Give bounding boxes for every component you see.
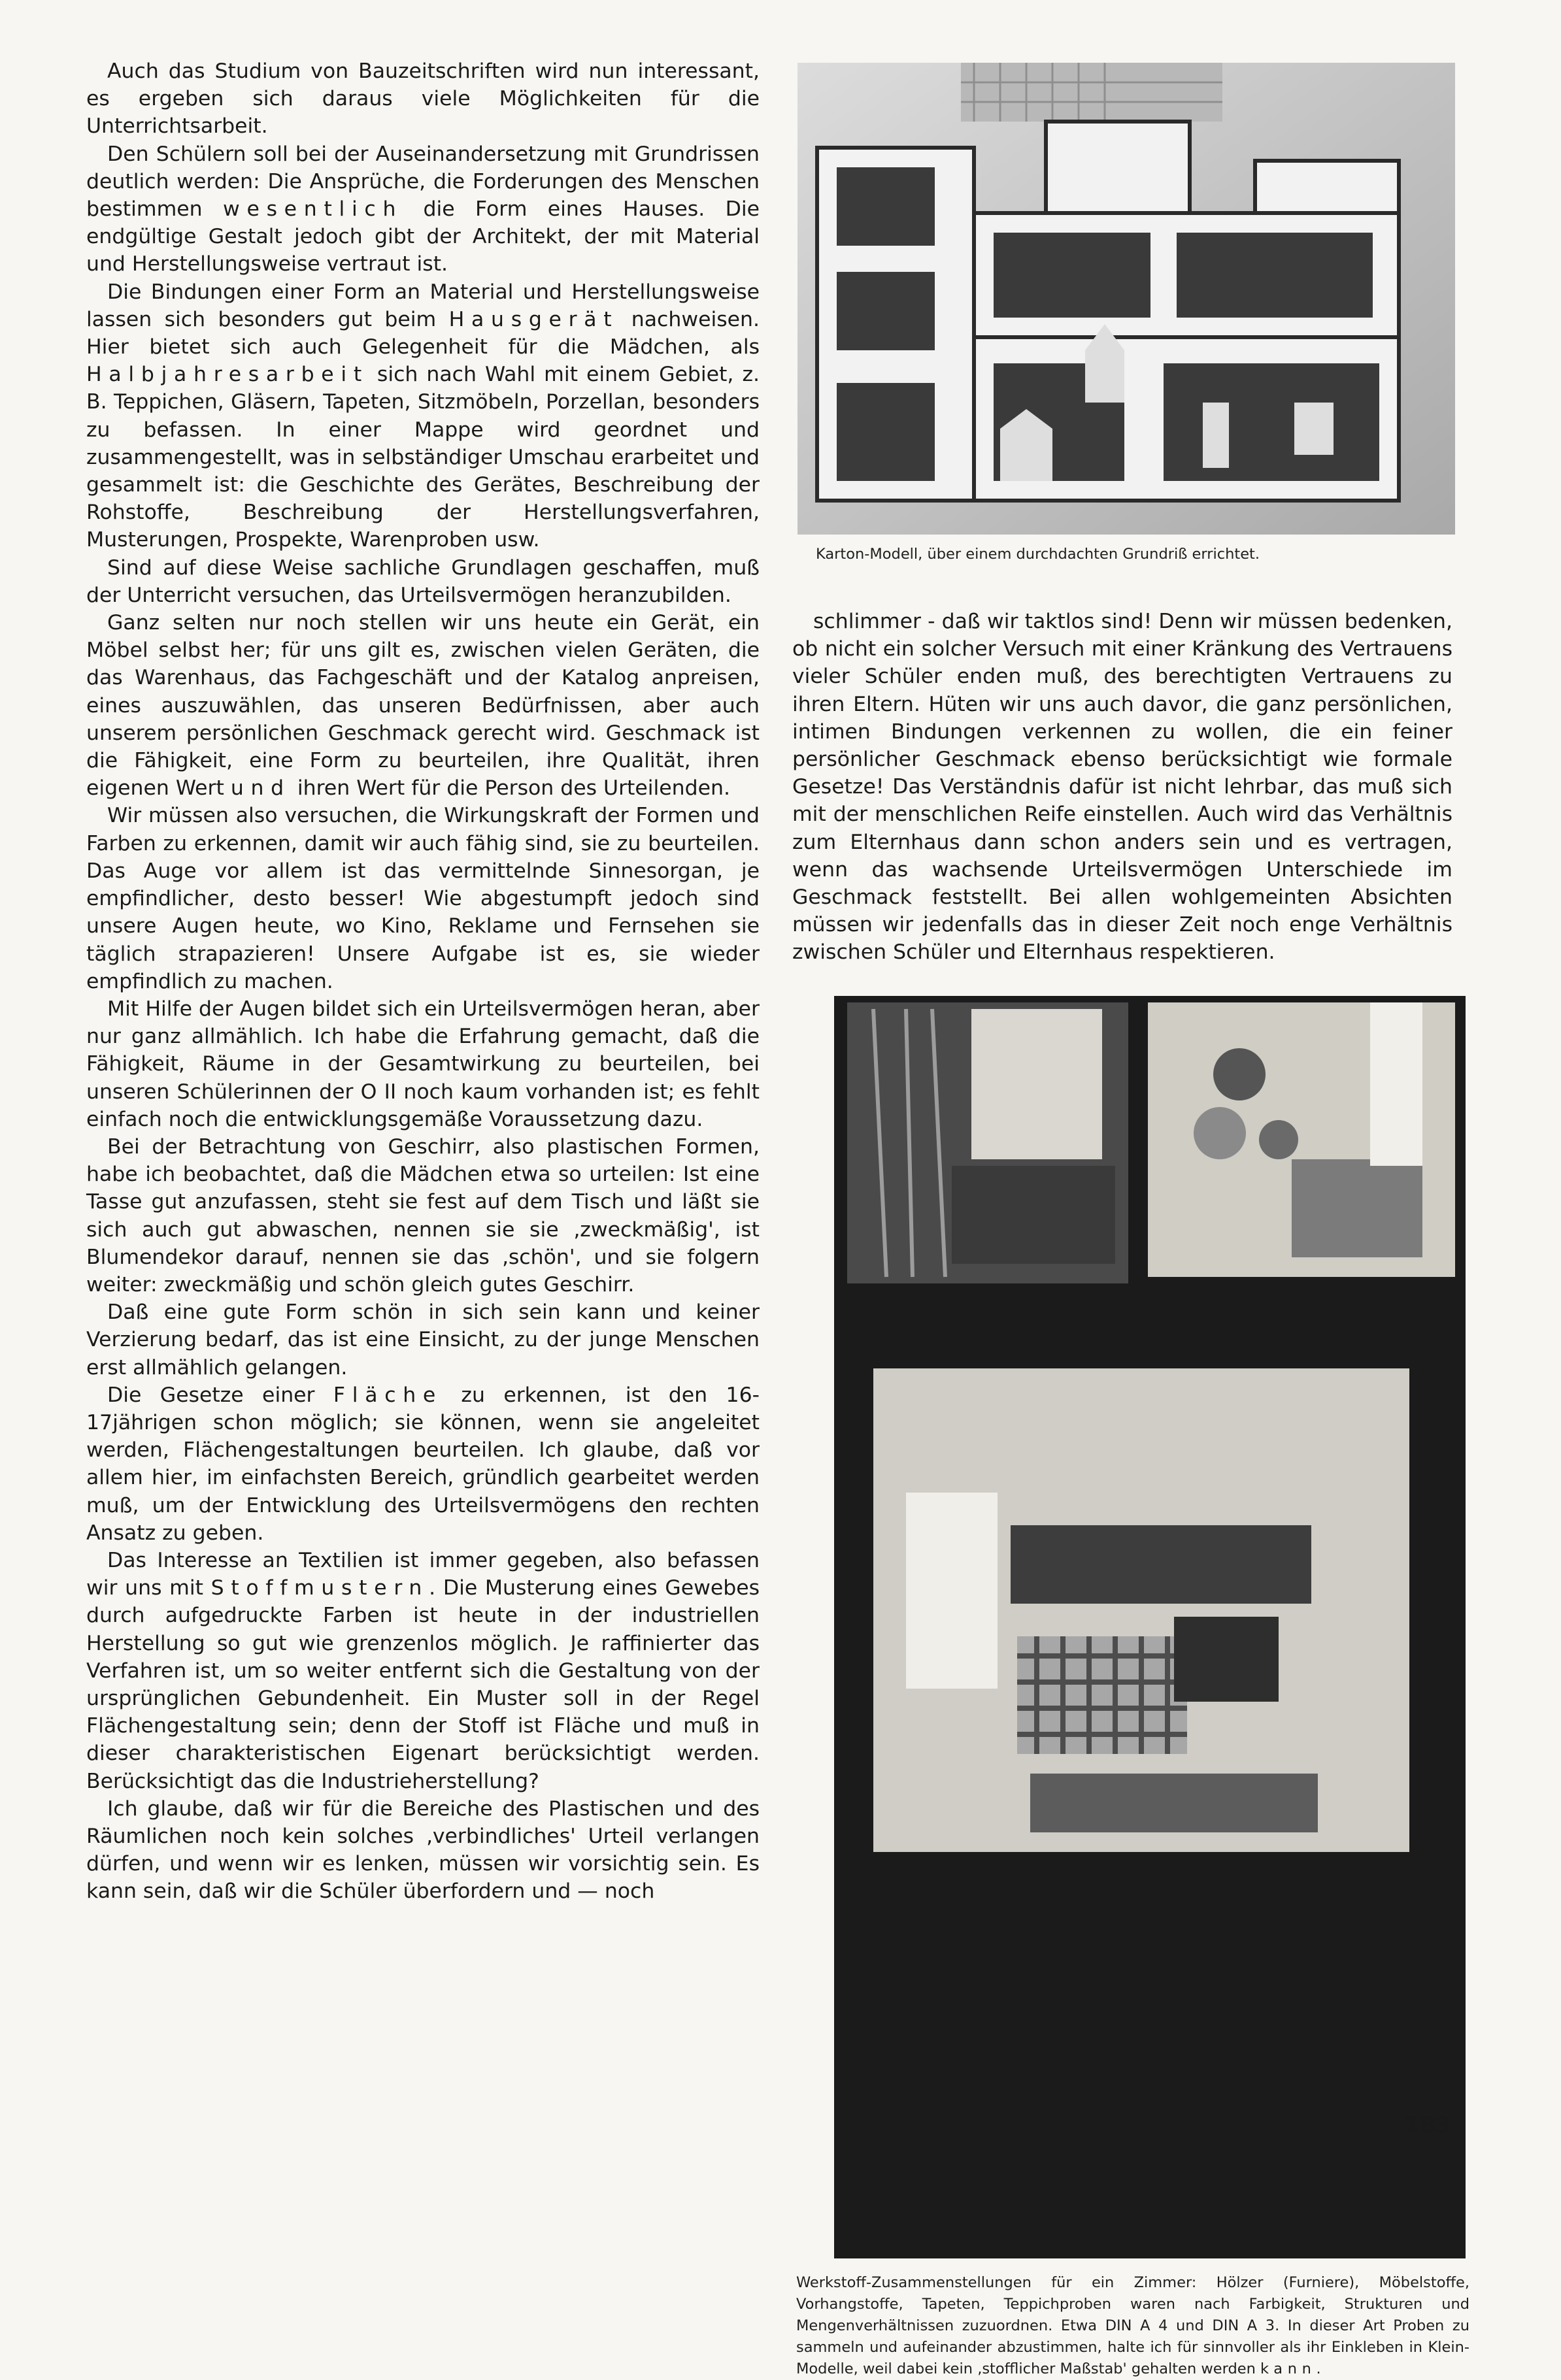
text-run: Sind auf diese Weise sachliche Grundlagen geschaffen, muß der Unterricht versuchen, das Urteilsvermögen heranzubilden. (86, 555, 760, 607)
text-run: . Die Musterung eines Gewebes durch aufgedruckte Farben ist heute in der industriellen Herstellung so gut wie grenzenlos möglich. Je raffinierter das Verfahren ist, um so weiter entfernt sich die Gestaltung von der ursprünglichen Gebundenheit. Ein Muster soll in der Regel Flächengestaltung sein; denn der Stoff ist Fläche und muß in dieser charakteristischen Eigenart berücksichtigt werden. Berücksichtigt das die Industrieherstellung? (86, 1576, 760, 1793)
text-run: Mit Hilfe der Augen bildet sich ein Urteilsvermögen heran, aber nur ganz allmählich. Ich habe die Erfahrung gemacht, daß die Fähigkeit, Räume in der Gesamtwirkung zu beurteilen, bei unseren Schülerinnen der O II noch kaum vorhanden ist; es fehlt einfach noch die entwicklungsgemäße Voraussetzung dazu. (86, 997, 760, 1131)
emphasized-text: Stoffmustern (210, 1576, 429, 1600)
text-run: Bei der Betrachtung von Geschirr, also plastischen Formen, habe ich beobachtet, daß die Mädchen etwa so urteilen: Ist eine Tasse gut anzufassen, steht sie fest auf dem Tisch und läßt sie sich auch gut abwaschen, nennen sie sie ‚zweckmäßig', ist Blumendekor darauf, nennen sie das ‚schön', und sie folgern weiter: zweckmäßig und schön gleich gutes Geschirr. (86, 1134, 760, 1297)
paragraph (792, 608, 1452, 967)
emphasized-text: Halbjahresarbeit (86, 363, 369, 387)
text-run: schlimmer - daß wir taktlos sind! Denn wir müssen bedenken, ob nicht ein solcher Versuch mit einer Kränkung des Vertrauens vieler Schüler enden muß, des berechtigten Vertrauens zu ihren Eltern. Hüten wir uns auch davor, die ganz persönlichen, intimen Bindungen verkennen zu wollen, die ein feiner persönlicher Geschmack ebenso berücksichtigt wie formale Gesetze! Das Verständnis dafür ist nicht lehrbar, das muß sich mit der menschlichen Reife einstellen. Auch wird das Verhältnis zum Elternhaus dann schon anders sein und es vertragen, wenn das wachsende Urteilsvermögen Unterschiede im Geschmack feststellt. Bei allen wohlgemeinten Absichten müssen wir jedenfalls das in dieser Zeit noch enge Verhältnis zwischen Schüler und Elternhaus respektieren. (792, 610, 1452, 965)
text-run: sich nach Wahl mit einem Gebiet, z. B. Teppichen, Gläsern, Tapeten, Sitzmöbeln, Porzellan, besonders zu befassen. In einer Mappe wird geordnet und zusammengestellt, was in selbständiger Umschau erarbeitet und gesammelt ist: die Geschichte des Gerätes, Beschreibung der Rohstoffe, Beschreibung der Herstellungsverfahren, Musterungen, Prospekte, Warenproben usw. (86, 363, 760, 552)
text-run: zu erkennen, ist den 16-17jährigen schon möglich; sie können, wenn sie angeleitet werden, Flächengestaltungen beurteilen. Ich glaube, daß vor allem hier, im einfachsten Bereich, gründlich gearbeitet werden muß, um der Entwicklung des Urteilsvermögens den rechten Ansatz zu geben. (86, 1383, 760, 1545)
text-run: Wir müssen also versuchen, die Wirkungskraft der Formen und Farben zu erkennen, damit wir auch fähig sind, sie zu beurteilen. Das Auge vor allem ist das vermittelnde Sinnesorgan, je empfindlicher, desto besser! Wie abgestumpft jedoch sind unsere Augen heute, wo Kino, Reklame und Fernsehen sie täglich strapazieren! Unsere Aufgabe ist es, sie wieder empfindlich zu machen. (86, 804, 760, 993)
cardboard-model-illustration (797, 63, 1455, 535)
text-run: Ich glaube, daß wir für die Bereiche des Plastischen und des Räumlichen noch kein solches ‚verbindliches' Urteil verlangen dürfen, und wenn wir es lenken, müssen wir vorsichtig sein. Es kann sein, daß wir die Schüler überfordern und — noch (86, 1796, 760, 1904)
text-run: Auch das Studium von Bauzeitschriften wird nun interessant, es ergeben sich daraus viele Möglichkeiten für die Unterrichtsarbeit. (86, 59, 760, 139)
text-run: Ganz selten nur noch stellen wir uns heute ein Gerät, ein Möbel selbst her; für uns gilt es, zwischen vielen Geräten, die das Warenhaus, das Fachgeschäft und der Katalog anpreisen, eines auszuwählen, das unseren Bedürfnissen, aber auch unserem persönlichen Geschmack gerecht wird. Geschmack ist die Fähigkeit, eine Form zu beurteilen, ihre Qualität, ihren eigenen Wert (86, 611, 760, 801)
text-run: Daß eine gute Form schön in sich sein kann und keiner Verzierung bedarf, das ist eine Einsicht, zu der junge Menschen erst allmählich gelangen. (86, 1300, 760, 1380)
paragraph (86, 278, 760, 554)
paragraph (86, 995, 760, 1133)
text-run: Werkstoff-Zusammenstellungen für ein Zimmer: Hölzer (Furniere), Möbelstoffe, Vorhangstoffe, Tapeten, Teppichproben waren nach Farbigkeit, Strukturen und Mengenverhältnissen zuzuordnen. Etwa DIN A 4 und DIN A 3. In dieser Art Proben zu sammeln und aufeinander abzustimmen, halte ich für sinnvoller als ihr Einkleben in Klein-Modelle, weil dabei kein ‚stofflicher Maßstab' gehalten werden (796, 2274, 1469, 2377)
material-samples-illustration (834, 996, 1466, 2258)
text-run: ihren Wert für die Person des Urteilenden. (290, 776, 730, 801)
emphasized-text: Hausgerät (448, 307, 619, 331)
text-run: Die Bindungen einer Form an Material und Herstellungsweise lassen sich besonders gut beim (86, 280, 760, 331)
paragraph (86, 609, 760, 802)
emphasized-text: wesentlich (223, 197, 403, 222)
paragraph (86, 58, 760, 140)
paragraph (86, 140, 760, 278)
left-text-column (86, 58, 760, 1906)
emphasized-text: kann (1260, 2360, 1317, 2377)
text-run: Das Interesse an Textilien ist immer gegeben, also befassen wir uns mit (86, 1548, 760, 1600)
material-photo-caption (796, 2272, 1469, 2380)
right-text-column (792, 608, 1452, 967)
paragraph (86, 1133, 760, 1298)
paragraph (86, 554, 760, 609)
text-run: Den Schülern soll bei der Auseinandersetzung mit Grundrissen deutlich werden: Die Ansprüche, die Forderungen des Menschen bestimmen (86, 142, 760, 222)
text-run: Die Gesetze einer (107, 1383, 333, 1407)
paragraph (86, 1795, 760, 1906)
text-run: die Form eines Hauses. Die endgültige Gestalt jedoch gibt der Architekt, der mit Material und Herstellungsweise vertraut ist. (86, 197, 760, 276)
paragraph (86, 1547, 760, 1795)
cardboard-model-photo (797, 63, 1455, 535)
page-number: 183 (1404, 2112, 1451, 2138)
paragraph (86, 802, 760, 995)
text-run: nachweisen. Hier bietet sich auch Gelegenheit für die Mädchen, als (86, 307, 760, 359)
material-samples-photo (834, 996, 1466, 2258)
paragraph (86, 1298, 760, 1381)
text-run: . (1316, 2360, 1321, 2377)
model-photo-caption: Karton-Modell, über einem durchdachten Grundriß errichtet. (816, 546, 1260, 563)
emphasized-text: Fläche (333, 1383, 443, 1407)
paragraph (86, 1381, 760, 1547)
emphasized-text: und (230, 776, 291, 801)
